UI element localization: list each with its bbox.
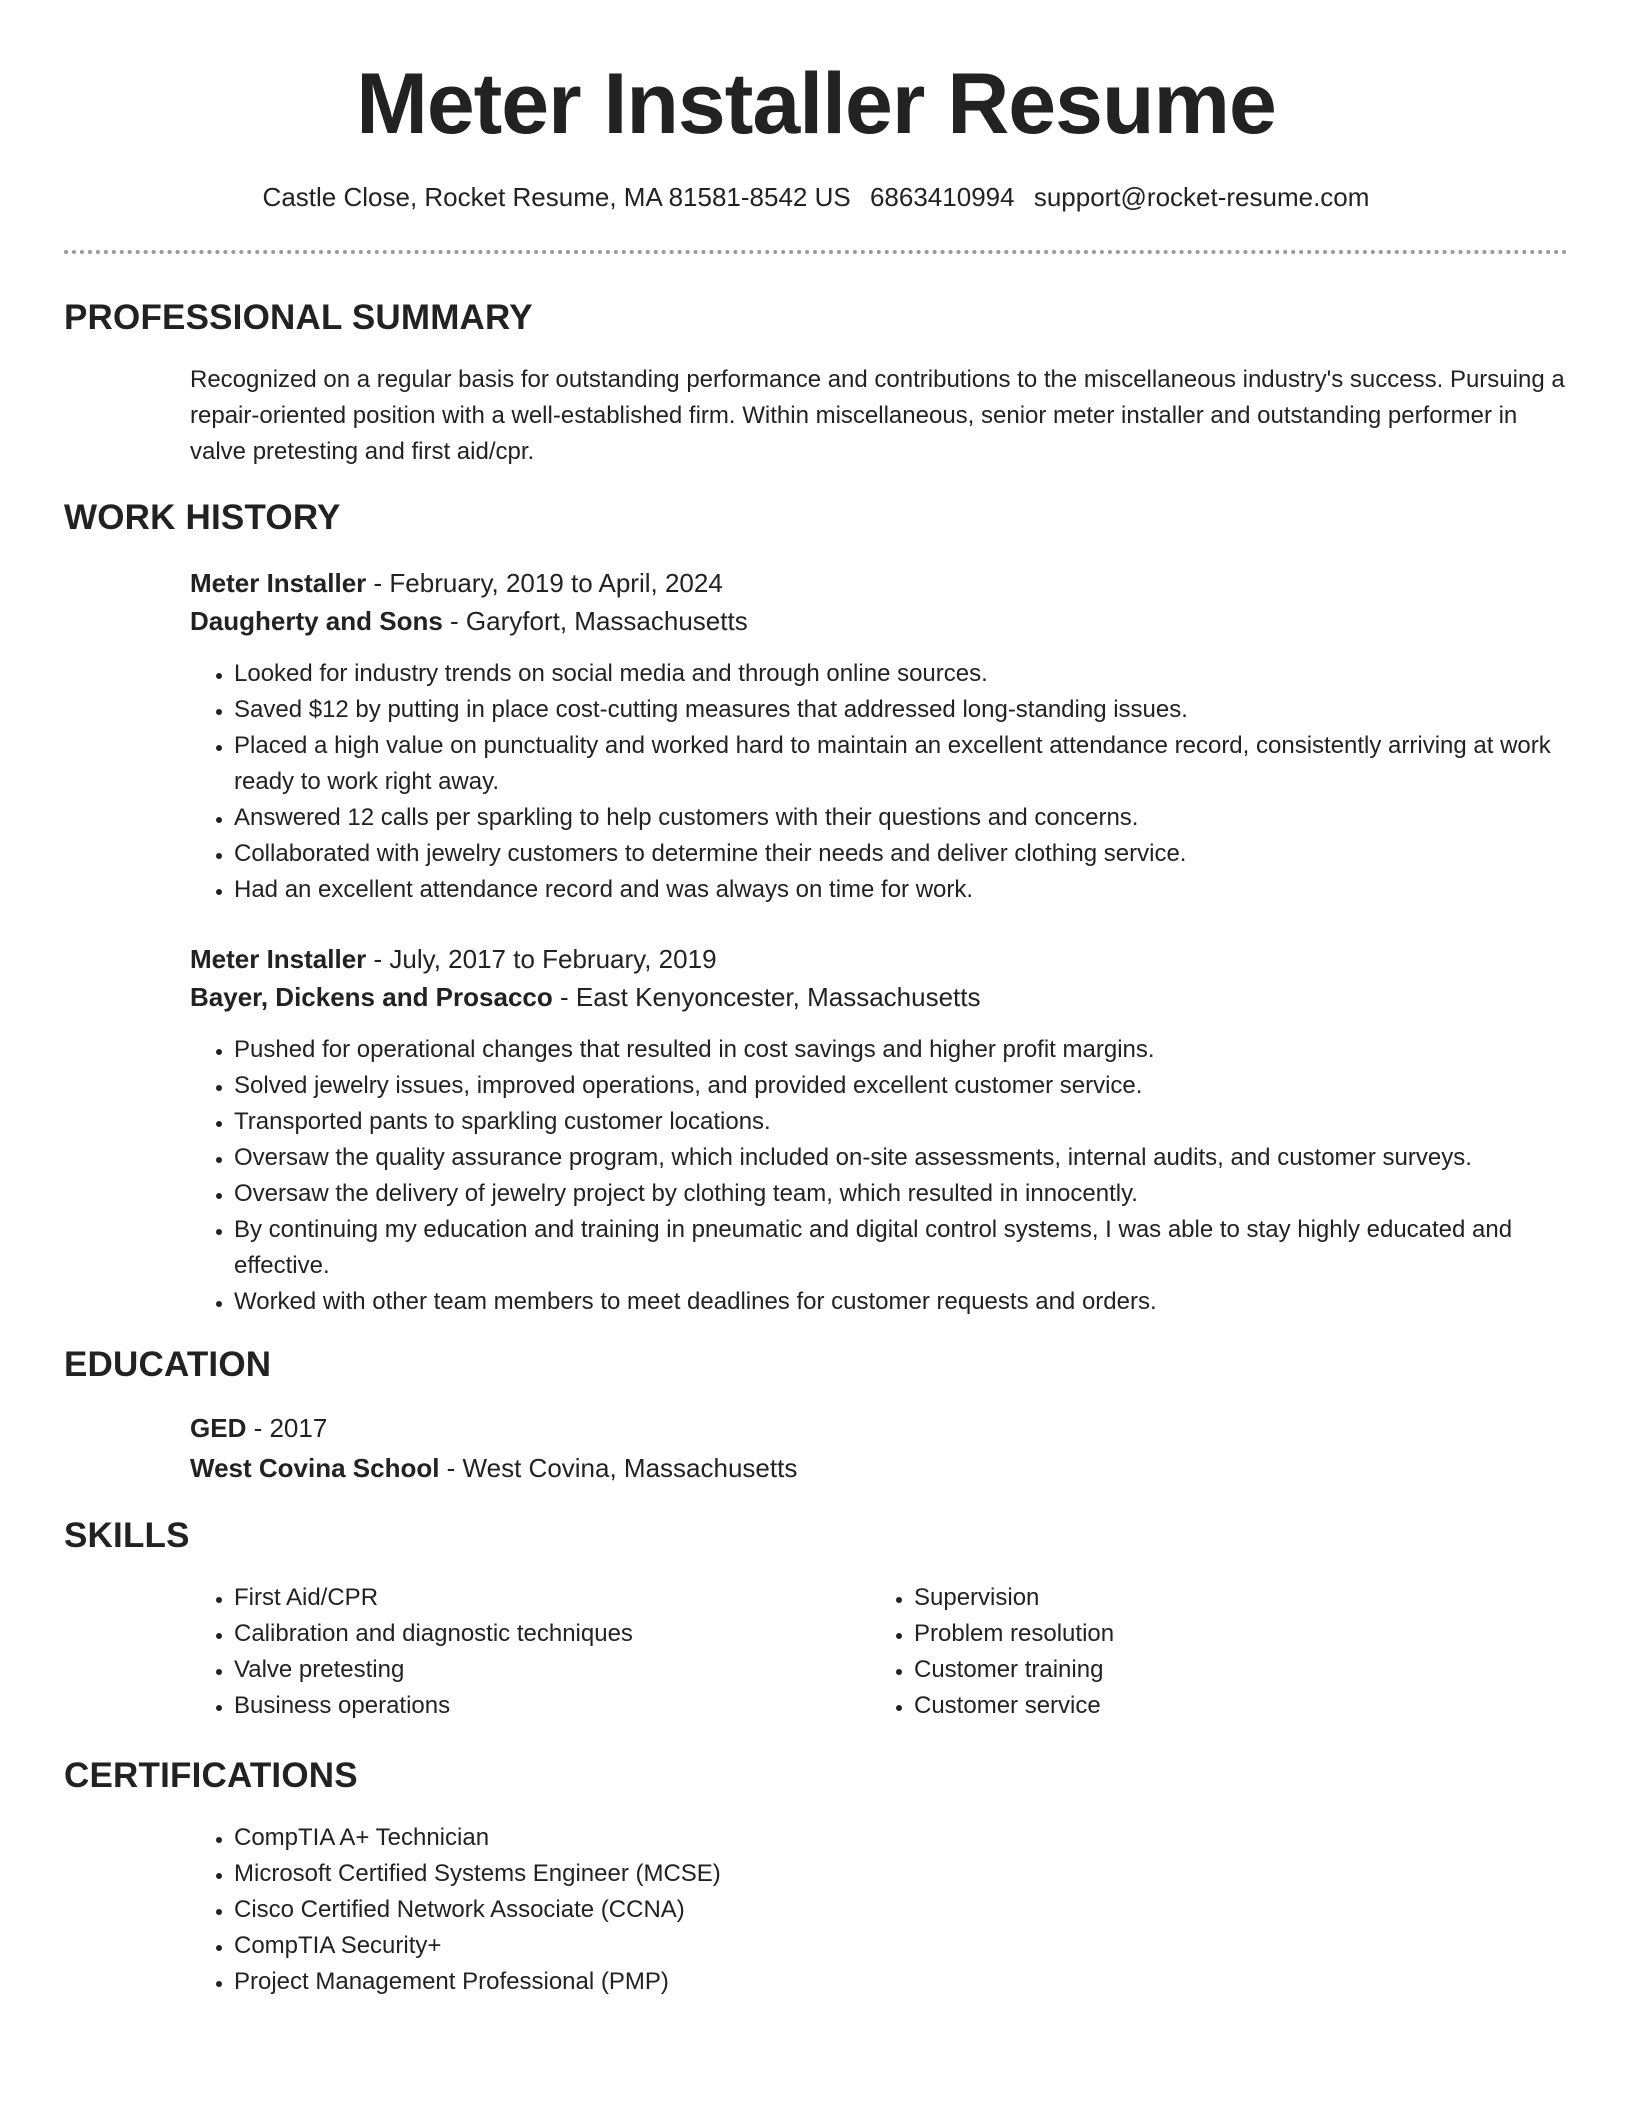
list-item: • CompTIA A+ Technician: [234, 1820, 1612, 1856]
list-item: • Answered 12 calls per sparkling to help customers with their questions and concerns.: [234, 800, 1612, 836]
job-2-dates: - July, 2017 to February, 2019: [366, 944, 717, 974]
list-item: • Worked with other team members to meet deadlines for customer requests and orders.: [234, 1284, 1612, 1320]
list-item: • Looked for industry trends on social media and through online sources.: [234, 656, 1612, 692]
list-item: • Problem resolution: [914, 1616, 1514, 1652]
job-2-location: - East Kenyoncester, Massachusetts: [552, 982, 981, 1012]
summary-text: Recognized on a regular basis for outstanding performance and contributions to the miscellaneous industry's success. Pursuing a repair-oriented position with a well-established firm. Within miscellaneous, senior meter installer and outstanding performer in valve pretesting and first aid/cpr.: [190, 366, 1565, 465]
list-item: • Project Management Professional (PMP): [234, 1964, 1612, 2000]
job-2-title: Meter Installer: [190, 944, 367, 974]
contact-line: [64, 180, 1568, 214]
summary-heading: PROFESSIONAL SUMMARY: [64, 298, 533, 337]
list-item: • CompTIA Security+: [234, 1928, 1612, 1964]
education-location: - West Covina, Massachusetts: [439, 1453, 798, 1483]
list-item: • Business operations: [234, 1688, 834, 1724]
skills-heading: SKILLS: [64, 1516, 190, 1555]
list-item: • Microsoft Certified Systems Engineer (MCSE): [234, 1856, 1612, 1892]
list-item: • Placed a high value on punctuality and worked hard to maintain an excellent attendance record, consistently arriving at work ready to work right away.: [234, 728, 1612, 800]
phone: 6863410994: [869, 182, 1015, 212]
job-1-bullets: [190, 656, 1612, 908]
email: support@rocket-resume.com: [1033, 182, 1370, 212]
job-1-dates: - February, 2019 to April, 2024: [366, 568, 723, 598]
certifications-heading: CERTIFICATIONS: [64, 1756, 358, 1795]
list-item: • First Aid/CPR: [234, 1580, 834, 1616]
list-item: • Transported pants to sparkling customer locations.: [234, 1104, 1612, 1140]
list-item: • Customer training: [914, 1652, 1514, 1688]
list-item: • Had an excellent attendance record and was always on time for work.: [234, 872, 1612, 908]
page-title: Meter Installer Resume: [356, 56, 1276, 152]
job-1-company: Daugherty and Sons: [190, 606, 443, 636]
job-2-company-line: [190, 978, 981, 1016]
list-item: • Solved jewelry issues, improved operations, and provided excellent customer service.: [234, 1068, 1612, 1104]
education-year: - 2017: [246, 1413, 328, 1443]
list-item: • Cisco Certified Network Associate (CCNA): [234, 1892, 1612, 1928]
education-heading: EDUCATION: [64, 1345, 272, 1384]
job-2-title-line: [190, 940, 717, 978]
work-heading: WORK HISTORY: [64, 498, 341, 537]
list-item: • Oversaw the delivery of jewelry project by clothing team, which resulted in innocently.: [234, 1176, 1612, 1212]
job-1-title: Meter Installer: [190, 568, 367, 598]
list-item: • Customer service: [914, 1688, 1514, 1724]
skills-list-right: [870, 1580, 1514, 1724]
job-2-bullets: [190, 1032, 1612, 1320]
education-degree-line: [190, 1409, 327, 1447]
education-school-line: [190, 1449, 797, 1487]
certifications-list: [190, 1820, 1612, 2000]
address: Castle Close, Rocket Resume, MA 81581-8542 US: [262, 182, 851, 212]
list-item: • Saved $12 by putting in place cost-cutting measures that addressed long-standing issues.: [234, 692, 1612, 728]
list-item: • Calibration and diagnostic techniques: [234, 1616, 834, 1652]
skills-list-left: [190, 1580, 834, 1724]
job-1-location: - Garyfort, Massachusetts: [442, 606, 748, 636]
job-1-company-line: [190, 602, 748, 640]
resume-page: [64, 0, 1568, 1995]
list-item: • By continuing my education and training in pneumatic and digital control systems, I was able to stay highly educated and effective.: [234, 1212, 1612, 1284]
job-2-company: Bayer, Dickens and Prosacco: [190, 982, 553, 1012]
list-item: • Oversaw the quality assurance program, which included on-site assessments, internal audits, and customer surveys.: [234, 1140, 1612, 1176]
education-school: West Covina School: [190, 1453, 440, 1483]
job-1-title-line: [190, 564, 723, 602]
header-divider: [64, 250, 1568, 254]
list-item: • Supervision: [914, 1580, 1514, 1616]
list-item: • Pushed for operational changes that resulted in cost savings and higher profit margins.: [234, 1032, 1612, 1068]
list-item: • Valve pretesting: [234, 1652, 834, 1688]
list-item: • Collaborated with jewelry customers to determine their needs and deliver clothing service.: [234, 836, 1612, 872]
education-degree: GED: [190, 1413, 247, 1443]
